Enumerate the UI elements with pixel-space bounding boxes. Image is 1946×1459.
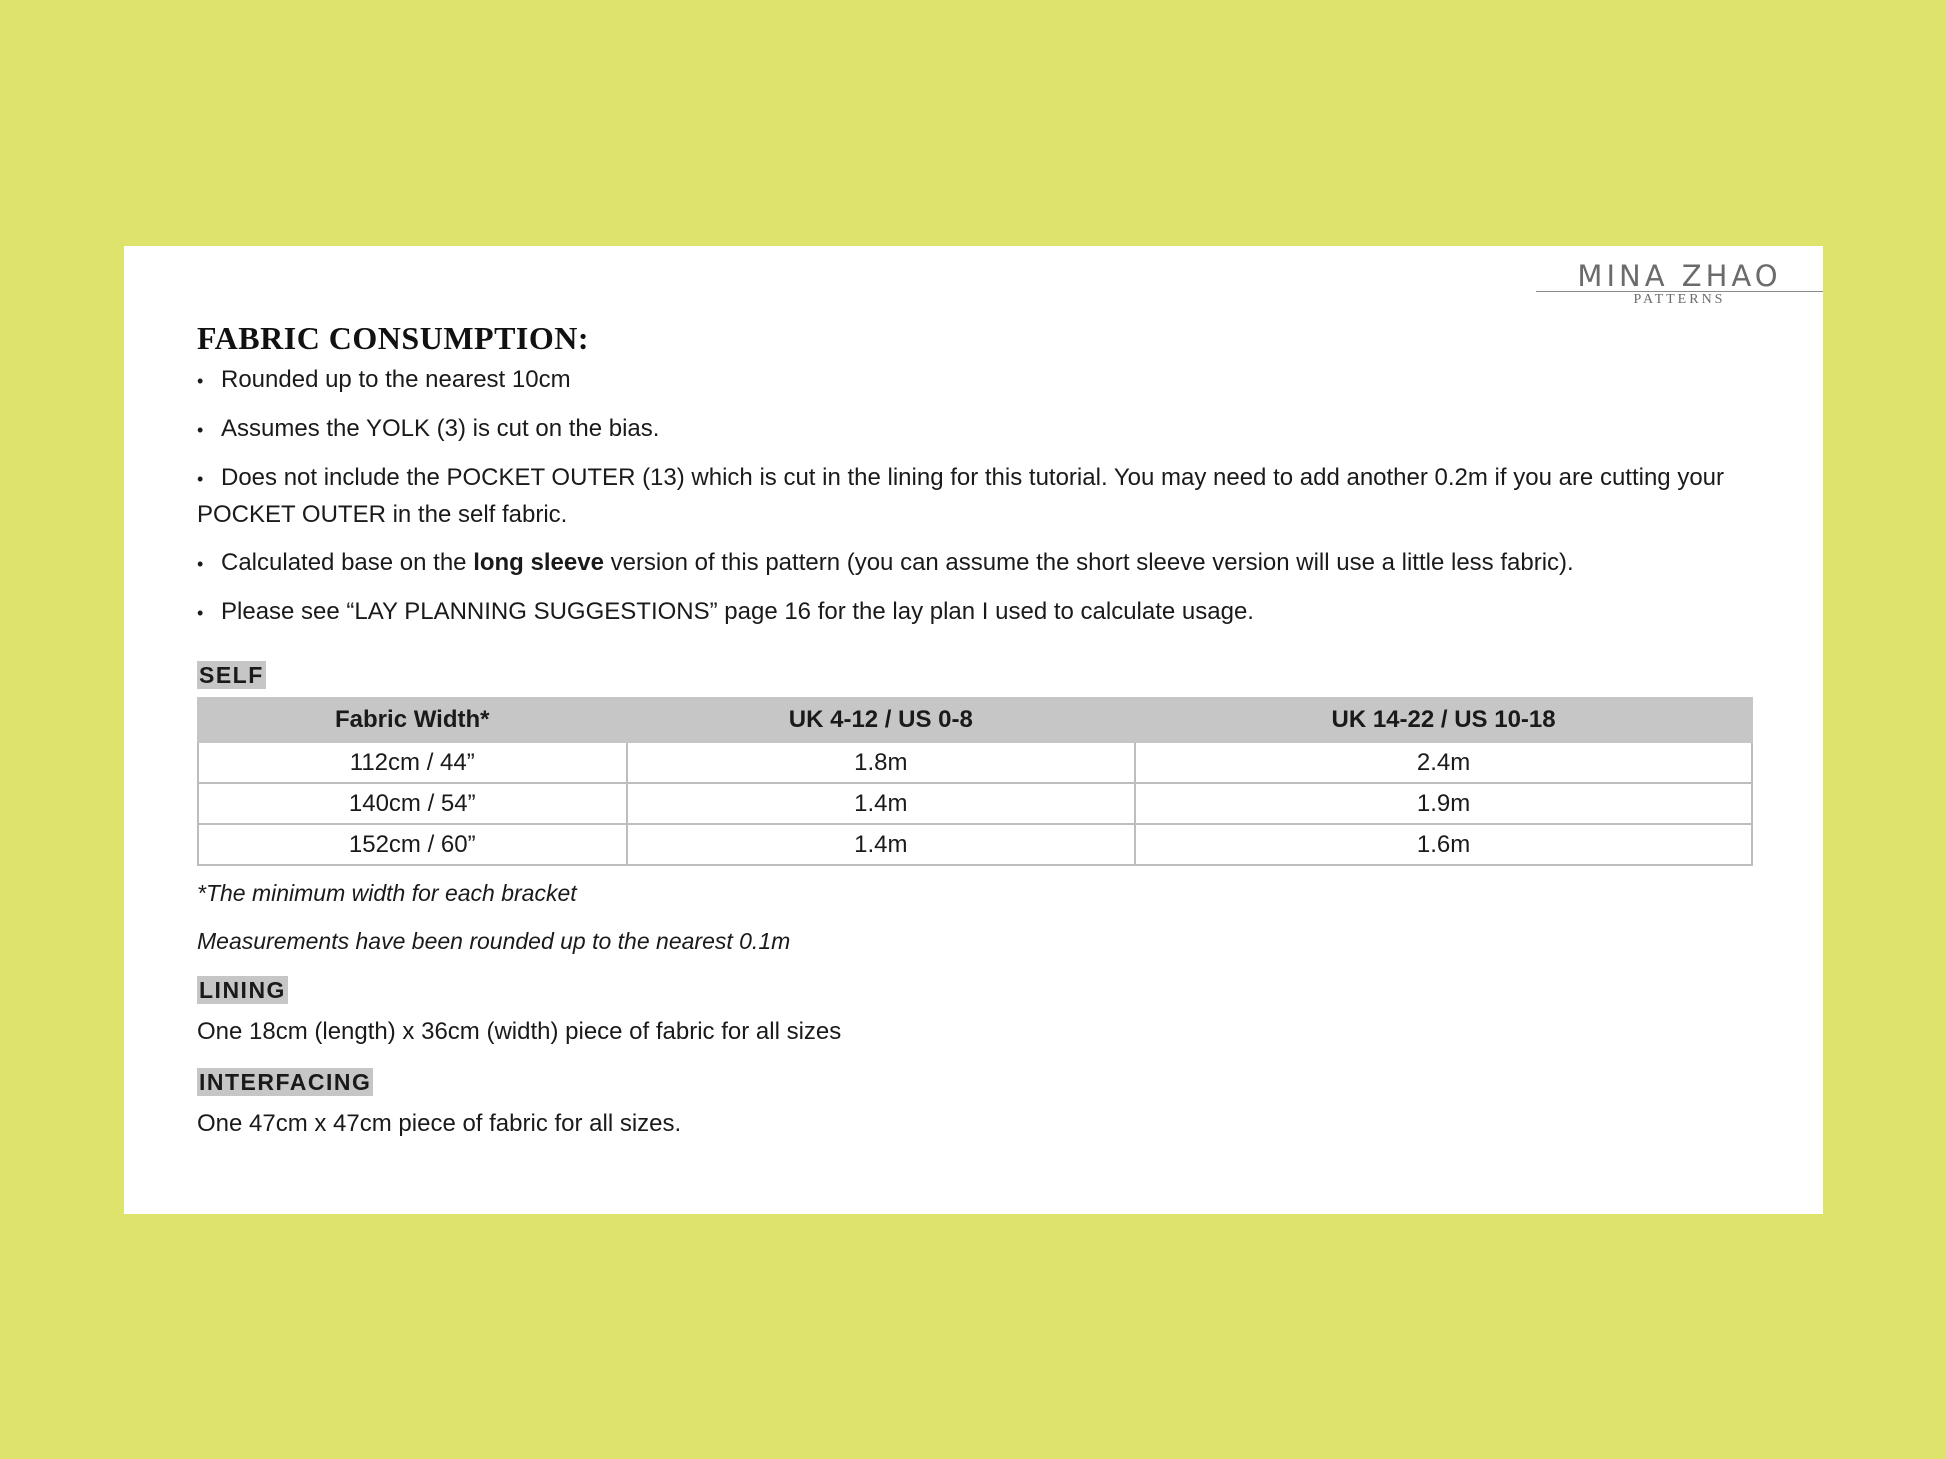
table-cell: 112cm / 44” [198, 742, 627, 783]
table-cell: 1.4m [627, 783, 1136, 824]
footnote-min-width: *The minimum width for each bracket [197, 880, 577, 906]
table-header-row [198, 698, 1752, 742]
bullet-icon: • [197, 420, 204, 440]
brand-logo [1536, 256, 1823, 308]
lining-text: One 18cm (length) x 36cm (width) piece of fabric for all sizes [197, 1018, 842, 1045]
list-item: • Does not include the POCKET OUTER (13) which is cut in the lining for this tutorial. You may need to add another 0.2m if you are cutting your POCKET OUTER in the self fabric. [197, 460, 1757, 533]
table-cell: 1.6m [1135, 824, 1752, 865]
lining-heading: LINING [199, 977, 286, 1003]
bullet-icon: • [197, 603, 204, 623]
notes-list [197, 362, 1757, 631]
document-page [124, 246, 1823, 1214]
table-row [198, 783, 1752, 824]
content [197, 318, 1757, 1142]
table-cell: 1.4m [627, 824, 1136, 865]
list-item: • Calculated base on the long sleeve version of this pattern (you can assume the short sleeve version will use a little less fabric). [197, 545, 1757, 582]
bullet-icon: • [197, 371, 204, 391]
logo-subtitle: PATTERNS [1633, 292, 1726, 307]
table-cell: 2.4m [1135, 742, 1752, 783]
table-row [198, 742, 1752, 783]
list-item: • Rounded up to the nearest 10cm [197, 362, 1757, 399]
header-size-small: UK 4-12 / US 0-8 [627, 698, 1136, 742]
table-row [198, 824, 1752, 865]
page-title: FABRIC CONSUMPTION: [197, 320, 590, 356]
self-heading: SELF [199, 662, 264, 688]
logo-name: MINA ZHAO [1577, 259, 1782, 293]
fabric-table [197, 697, 1753, 866]
bullet-icon: • [197, 554, 204, 574]
list-item: • Assumes the YOLK (3) is cut on the bias. [197, 411, 1757, 448]
table-cell: 140cm / 54” [198, 783, 627, 824]
interfacing-heading: INTERFACING [199, 1069, 372, 1095]
table-cell: 1.8m [627, 742, 1136, 783]
header-size-large: UK 14-22 / US 10-18 [1135, 698, 1752, 742]
footnote-rounding: Measurements have been rounded up to the nearest 0.1m [197, 928, 791, 954]
table-cell: 1.9m [1135, 783, 1752, 824]
bullet-icon: • [197, 469, 204, 489]
interfacing-text: One 47cm x 47cm piece of fabric for all sizes. [197, 1110, 682, 1137]
header-fabric-width: Fabric Width* [198, 698, 627, 742]
emphasis-text: long sleeve [473, 549, 604, 576]
list-item: • Please see “LAY PLANNING SUGGESTIONS” page 16 for the lay plan I used to calculate usage. [197, 594, 1757, 631]
table-cell: 152cm / 60” [198, 824, 627, 865]
